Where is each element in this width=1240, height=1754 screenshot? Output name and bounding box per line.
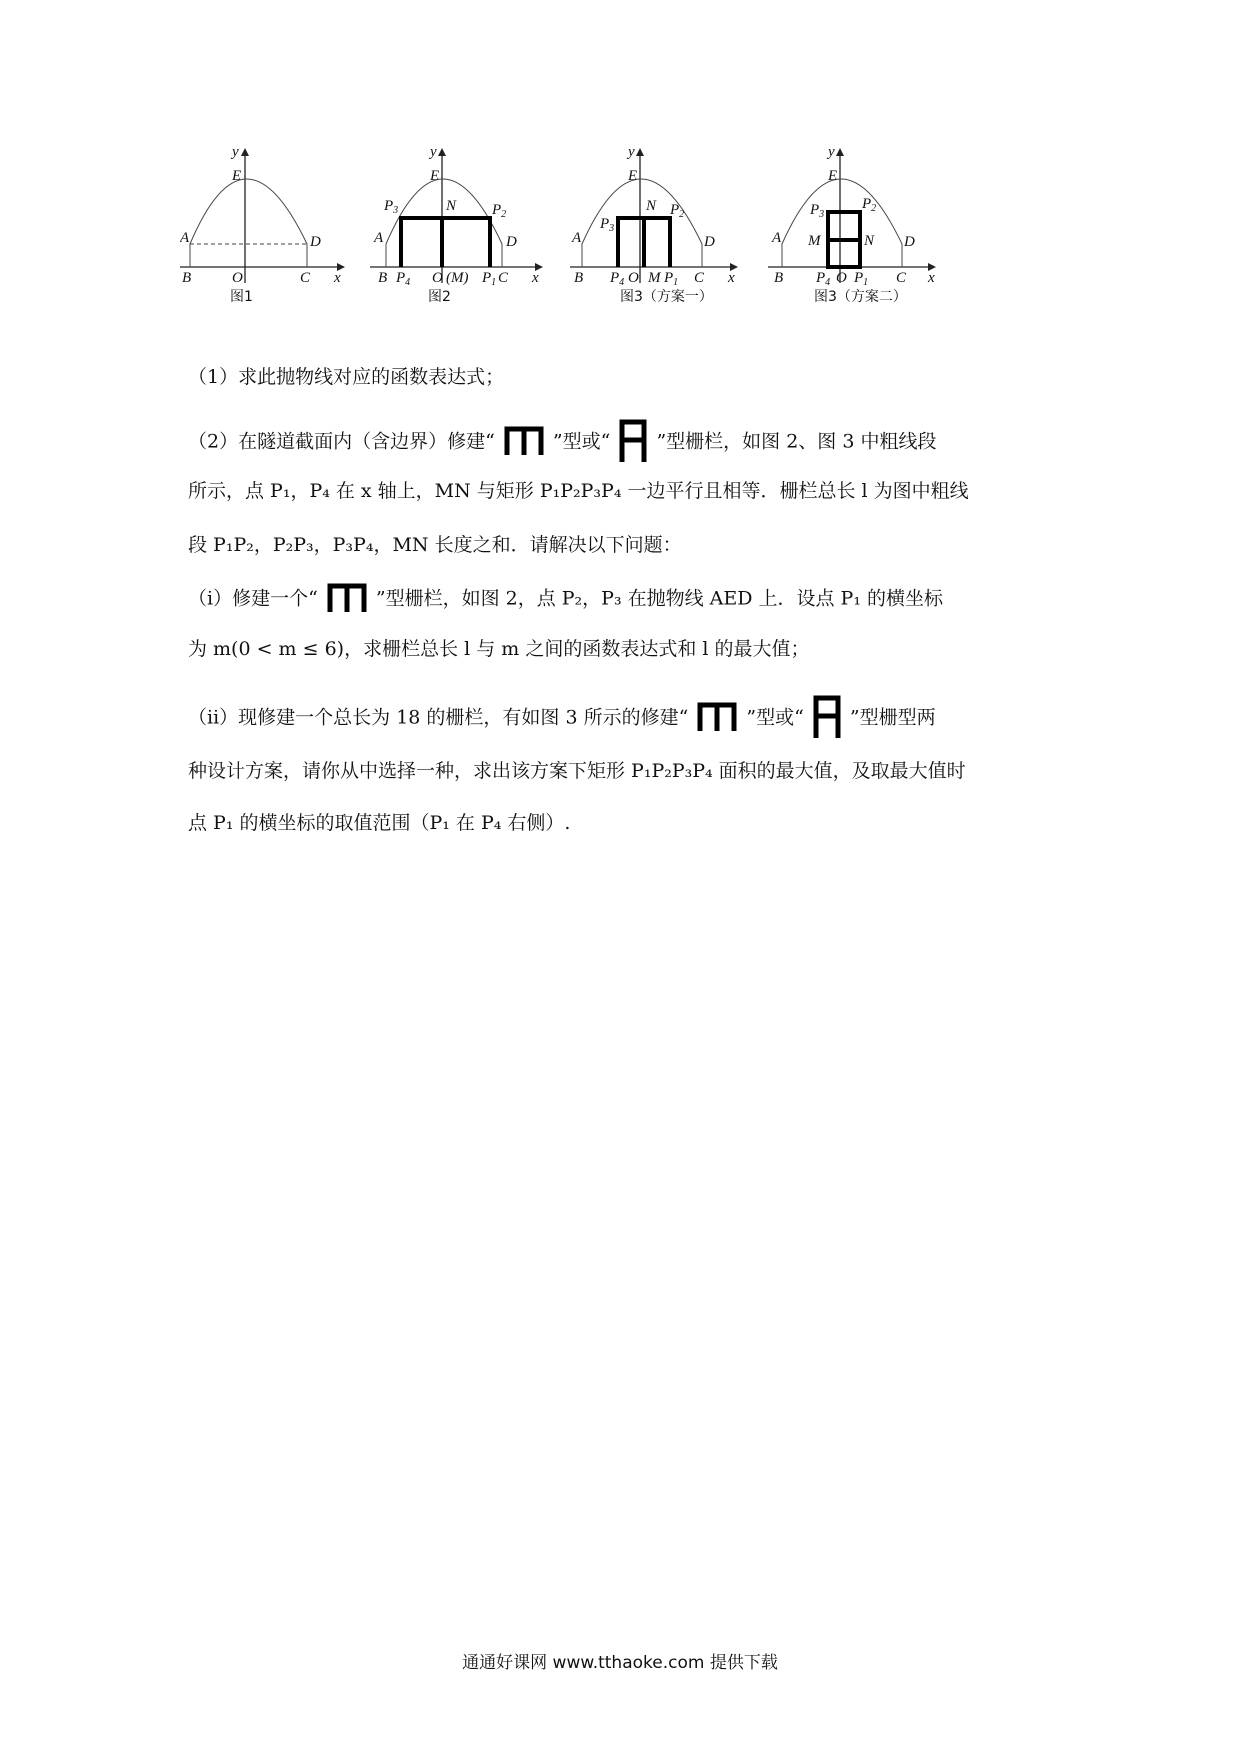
svg-text:O: O	[628, 270, 639, 286]
question-2-line-2: 所示，点 P₁，P₄ 在 x 轴上，MN 与矩形 P₁P₂P₃P₄ 一边平行且相等．栅栏总长 l 为图中粗线	[188, 480, 969, 502]
svg-text:N: N	[446, 198, 457, 214]
question-1: （1）求此抛物线对应的函数表达式；	[188, 366, 505, 388]
svg-text:P3: $P_3$	[600, 216, 615, 234]
figure-2	[370, 148, 560, 318]
svg-text:C: C	[896, 270, 907, 286]
svg-text:B: B	[378, 270, 388, 286]
svg-text:B: B	[574, 270, 584, 286]
svg-text:P4: $P_4$	[816, 270, 831, 288]
svg-text:x: x	[728, 270, 735, 286]
h-frame-fence-icon	[812, 694, 842, 743]
svg-text:y: y	[628, 148, 635, 160]
svg-text:E: E	[628, 168, 638, 184]
page-footer: 通通好课网 www.tthaoke.com 提供下载	[462, 1653, 778, 1673]
svg-text:P1: $P_1$	[664, 270, 679, 288]
q2-text-a: （2）在隧道截面内（含边界）修建“	[188, 430, 495, 453]
svg-text:P2: $P_2$	[862, 196, 877, 214]
svg-text:P1: $P_1$	[854, 270, 869, 288]
figure-3-plan-2-caption: 图3（方案二）	[814, 289, 907, 305]
question-2-ii-line-2: 种设计方案，请你从中选择一种，求出该方案下矩形 P₁P₂P₃P₄ 面积的最大值，及取最大值时	[188, 760, 966, 782]
svg-text:x: x	[334, 270, 341, 286]
figure-3-plan-1-caption: 图3（方案一）	[620, 289, 713, 305]
qi-text-a: （ⅰ）修建一个“	[188, 587, 318, 610]
svg-text:N: N	[646, 198, 657, 214]
question-2-line-1	[188, 418, 936, 467]
svg-text:P3: $P_3$	[384, 198, 399, 216]
question-2-line-3: 段 P₁P₂，P₂P₃，P₃P₄，MN 长度之和．请解决以下问题：	[188, 534, 682, 556]
svg-text:y: y	[828, 148, 835, 160]
svg-text:A: A	[772, 230, 782, 246]
svg-text:A: A	[572, 230, 582, 246]
svg-text:x: x	[928, 270, 935, 286]
svg-text:(M): (M)	[446, 270, 469, 286]
three-post-fence-icon	[503, 425, 545, 460]
svg-text:B: B	[182, 270, 192, 286]
question-2-ii-line-3: 点 P₁ 的横坐标的取值范围（P₁ 在 P₄ 右侧）.	[188, 812, 571, 834]
svg-text:D: D	[904, 234, 915, 250]
three-post-fence-icon	[326, 582, 368, 617]
qii-text-a: （ⅱ）现修建一个总长为 18 的栅栏，有如图 3 所示的修建“	[188, 706, 689, 729]
svg-text:E: E	[430, 168, 440, 184]
qi-text-b: ”型栅栏，如图 2，点 P₂，P₃ 在抛物线 AED 上．设点 P₁ 的横坐标	[375, 587, 943, 610]
qii-text-c: ”型栅型两	[849, 706, 936, 729]
svg-text:M: M	[648, 270, 661, 286]
question-2-i-line-2: 为 m(0 < m ≤ 6)，求栅栏总长 l 与 m 之间的函数表达式和 l 的最大值；	[188, 638, 810, 660]
figure-1-caption: 图1	[230, 289, 253, 305]
svg-text:B: B	[774, 270, 784, 286]
q2-text-c: ”型栅栏，如图 2、图 3 中粗线段	[656, 430, 937, 453]
svg-text:C: C	[694, 270, 705, 286]
svg-text:P2: $P_2$	[670, 202, 685, 220]
svg-text:x: x	[532, 270, 539, 286]
figure-1	[180, 148, 360, 318]
svg-text:y: y	[430, 148, 437, 160]
q2-text-b: ”型或“	[552, 430, 611, 453]
svg-text:E: E	[828, 168, 838, 184]
figure-2-caption: 图2	[428, 289, 451, 305]
svg-text:O: O	[432, 270, 443, 286]
svg-text:C: C	[300, 270, 311, 286]
svg-text:D: D	[506, 234, 517, 250]
svg-text:M: M	[808, 233, 821, 249]
svg-text:P4: $P_4$	[610, 270, 625, 288]
svg-text:D: D	[310, 234, 321, 250]
svg-text:O: O	[836, 270, 847, 286]
question-2-i-line-1	[188, 582, 943, 617]
figures-row	[180, 148, 1060, 348]
qii-text-b: ”型或“	[746, 706, 804, 729]
three-post-fence-icon	[696, 701, 738, 736]
svg-text:A: A	[180, 230, 190, 246]
svg-text:P2: $P_2$	[492, 202, 507, 220]
h-frame-fence-icon	[618, 418, 648, 467]
svg-text:O: O	[232, 270, 243, 286]
question-2-ii-line-1	[188, 694, 936, 743]
svg-text:P3: $P_3$	[810, 202, 825, 220]
figure-3-plan-1	[570, 148, 760, 318]
svg-text:D: D	[704, 234, 715, 250]
figure-3-plan-2	[768, 148, 958, 318]
svg-text:P4: $P_4$	[396, 270, 411, 288]
svg-text:N: N	[864, 233, 875, 249]
svg-text:A: A	[374, 230, 384, 246]
svg-text:P1: $P_1$	[482, 270, 497, 288]
svg-text:E: E	[232, 168, 242, 184]
svg-text:C: C	[498, 270, 509, 286]
svg-text:y: y	[232, 148, 239, 160]
